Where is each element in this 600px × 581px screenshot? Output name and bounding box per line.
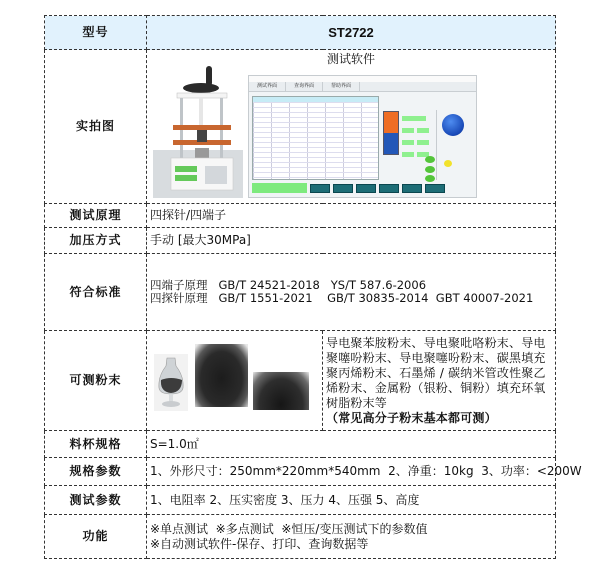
powders-note: （常见高分子粉末基本都可测）	[326, 410, 497, 425]
pressure-label: 加压方式	[45, 228, 147, 254]
standards-label: 符合标准	[45, 254, 147, 331]
functions-value	[147, 515, 556, 559]
indicator-light	[444, 160, 452, 167]
principle-value: 四探针/四端子	[147, 204, 556, 228]
standards-value	[147, 254, 556, 331]
test-params-label: 测试参数	[45, 486, 147, 515]
spec-params-row	[45, 458, 556, 486]
powder-pile-photo-1	[195, 344, 248, 407]
software-tab-help: 帮助界面	[323, 82, 360, 91]
standards-row	[45, 254, 556, 331]
test-params-row	[45, 486, 556, 515]
model-label: 型号	[45, 16, 147, 50]
spec-params-value: 1、外形尺寸：250mm*220mm*540mm 2、净重：10kg 3、功率：<200W	[147, 458, 556, 486]
instrument-photo	[153, 60, 243, 198]
status-led-1	[425, 156, 435, 163]
spec-table	[44, 15, 582, 559]
standards-line-four-probe: 四探针原理 GB/T 1551-2021 GB/T 30835-2014 GBT 40007-2021	[150, 291, 534, 305]
pressure-gauge-bar	[383, 111, 399, 155]
test-params-value: 1、电阻率 2、压实密度 3、压力 4、压强 5、高度	[147, 486, 556, 515]
software-screenshot	[248, 75, 477, 198]
pressure-value: 手动 [最大30MPa]	[147, 228, 556, 254]
principle-row	[45, 204, 556, 228]
functions-line-2: ※自动测试软件-保存、打印、查询数据等	[150, 536, 369, 551]
software-tab-query: 查询界面	[286, 82, 323, 91]
software-bottom-bar	[252, 182, 475, 194]
photo-label: 实拍图	[45, 50, 147, 204]
cup-spec-row	[45, 431, 556, 458]
cup-spec-value: S=1.0㎡	[147, 431, 556, 458]
powder-pile-photo-2	[253, 372, 309, 410]
powder-flask-photo	[154, 354, 188, 411]
software-data-grid	[252, 96, 379, 180]
powders-list-cell	[323, 331, 556, 431]
principle-label: 测试原理	[45, 204, 147, 228]
functions-label: 功能	[45, 515, 147, 559]
powders-row	[45, 331, 556, 431]
powders-list: 导电聚苯胺粉末、导电聚吡咯粉末、导电聚噻吩粉末、导电聚噻吩粉末、碳黑填充聚丙烯粉末、石墨烯 / 碳纳米管改性聚乙烯粉末、金属粉（银粉、铜粉）填充环氧树脂粉末等	[326, 335, 546, 410]
status-led-2	[425, 166, 435, 173]
software-control-panel	[380, 96, 474, 181]
software-tab-test: 测试界面	[249, 82, 286, 91]
standards-line-four-terminal: 四端子原理 GB/T 24521-2018 YS/T 587.6-2006	[150, 278, 427, 292]
control-knob	[442, 114, 464, 136]
functions-row	[45, 515, 556, 559]
header-row	[45, 16, 556, 50]
powders-photos-cell	[147, 331, 323, 431]
pressure-row	[45, 228, 556, 254]
photo-cell	[147, 50, 556, 204]
software-caption: 测试软件	[327, 52, 376, 66]
spec-params-label: 规格参数	[45, 458, 147, 486]
functions-line-1: ※单点测试 ※多点测试 ※恒压/变压测试下的参数值	[150, 521, 428, 536]
cup-spec-label: 料杯规格	[45, 431, 147, 458]
software-tabs	[249, 82, 476, 92]
model-value: ST2722	[147, 16, 556, 50]
powders-label: 可测粉末	[45, 331, 147, 431]
status-led-3	[425, 175, 435, 182]
photo-row	[45, 50, 556, 204]
